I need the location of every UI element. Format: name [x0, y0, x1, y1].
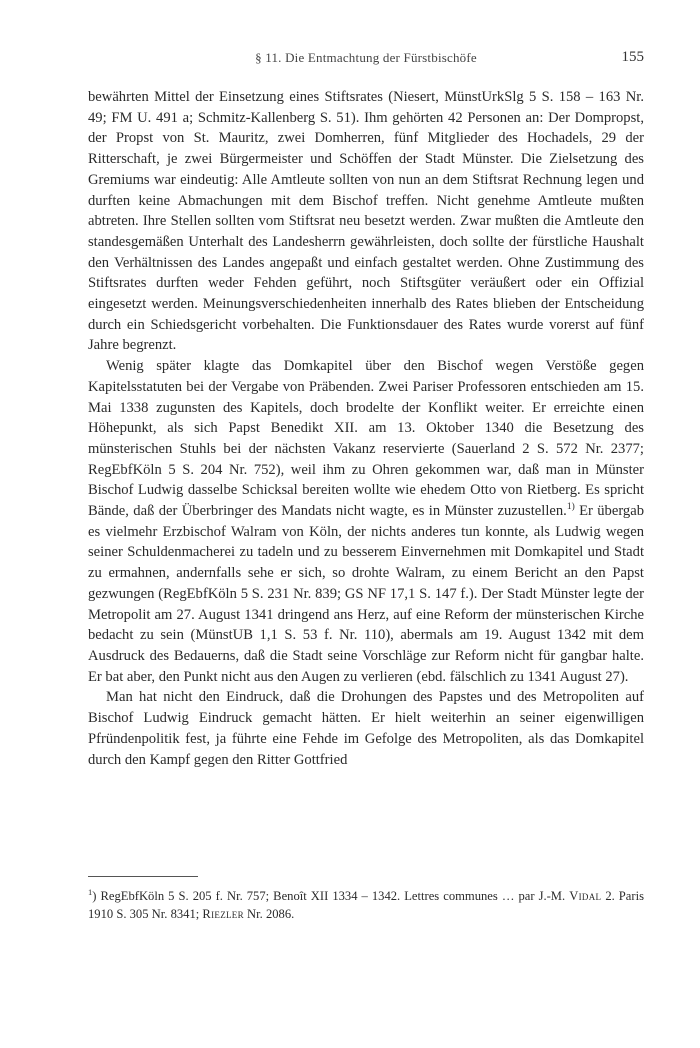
paragraph-text: Er übergab es vielmehr Erzbischof Walram von Köln, der nichts anderes tun konnte, als Ludwig wegen seiner Schuldenmacherei zu tadeln und zu besserem Einvernehmen mit Domkapitel und Stadt zu ermahnen, andernfalls sehe er sich, so drohte Walram, zu einem Bericht an den Papst gezwungen (RegEbfKöln 5 S. 231 Nr. 839; GS NF 17,1 S. 147 f.). Der Stadt Münster legte der Metropolit am 27. August 1341 dringend ans Herz, auf eine Reform der münsterischen Kirche bedacht zu sein (MünstUB 1,1 S. 53 f. Nr. 110), abermals am 19. August 1342 mit dem Ausdruck des Bedauerns, daß die Stadt seine Vorschläge zur Reform nicht für gangbar halte. Er bat aber, den Punkt nicht aus den Augen zu verlieren (ebd. fälschlich zu 1341 August 27).	[88, 503, 644, 685]
footnote-text: 2. Paris 1910 S. 305 Nr. 8341;	[88, 889, 644, 921]
footnote-divider	[88, 876, 198, 877]
running-title: § 11. Die Entmachtung der Fürstbischöfe	[255, 50, 477, 65]
footnote-text: RegEbfKöln 5 S. 205 f. Nr. 757; Benoît XII 1334 – 1342. Lettres communes … par J.-M.	[96, 889, 570, 903]
paragraph	[88, 356, 644, 687]
footnote-mark: 1	[88, 886, 93, 897]
paragraph-text: Man hat nicht den Eindruck, daß die Drohungen des Papstes und des Metropoliten auf Bischof Ludwig Eindruck gemacht hätten. Er hielt weiterhin an seiner eigenwilligen Pfründenpolitik fest, ja führte eine Fehde im Gefolge des Metropoliten, als das Domkapitel durch den Kampf gegen den Ritter Gottfried	[88, 689, 644, 768]
body-text	[88, 87, 644, 770]
paragraph	[88, 687, 644, 770]
page-number: 155	[621, 49, 644, 65]
footnote-reference[interactable]: 1)	[566, 502, 575, 513]
footnote	[88, 887, 644, 923]
footnote-text: Nr. 2086.	[243, 907, 295, 921]
footnote-paren: )	[92, 889, 97, 903]
running-header	[88, 50, 644, 70]
paragraph-text: bewährten Mittel der Einsetzung eines Stiftsrates (Niesert, MünstUrkSlg 5 S. 158 – 163 Nr. 49; FM U. 491 a; Schmitz-Kallenberg S. 51). Ihm gehörten 42 Personen an: Der Dompropst, der Propst von St. Mauritz, zwei Domherren, fünf Mitglieder des Hochadels, 29 der Ritterschaft, je zwei Bürgermeister und Schöffen der Stadt Münster. Die Zielsetzung des Gremiums war eindeutig: Alle Amtleute sollten von nun an dem Stiftsrat Rechnung legen und durften keine Abmachungen mit dem Bischof treffen. Nicht genehme Amtleute mußten abtreten. Ihre Stellen sollten vom Stiftsrat neu besetzt werden. Zwar mußten die Amtleute den standesgemäßen Unterhalt des Landesherrn gewährleisten, doch sollte der fürstliche Haushalt den Verhältnissen des Landes angepaßt und einfach gestaltet werden. Ohne Zustimmung des Stiftsrates durften weder Fehden geführt, noch Stiftsgüter veräußert oder ein Offizial eingesetzt werden. Meinungsverschiedenheiten innerhalb des Rates blieben der Entscheidung durch ein Schiedsgericht vorbehalten. Die Funktionsdauer des Rates wurde vorerst auf fünf Jahre begrenzt.	[88, 89, 644, 354]
paragraph-text: Wenig später klagte das Domkapitel über den Bischof wegen Verstöße gegen Kapitelsstatuten bei der Vergabe von Präbenden. Zwei Pariser Professoren entschieden am 15. Mai 1338 zugunsten des Kapitels, doch brodelte der Konflikt weiter. Er erreichte einen Höhepunkt, als sich Papst Benedikt XII. am 13. Oktober 1340 die Besetzung des münsterischen Stuhls bei der nächsten Vakanz reservierte (Sauerland 2 S. 572 Nr. 2377; RegEbfKöln 5 S. 204 Nr. 752), weil ihm zu Ohren gekommen war, daß man in Münster Bischof Ludwig dasselbe Schicksal bereiten wollte wie ehedem Otto von Rietberg. Es spricht Bände, daß der Überbringer des Mandats nicht wagte, es in Münster zuzustellen.	[88, 358, 644, 520]
paragraph	[88, 87, 644, 356]
footnote-author: Riezler	[202, 907, 244, 921]
footnote-author: Vidal	[569, 889, 602, 903]
